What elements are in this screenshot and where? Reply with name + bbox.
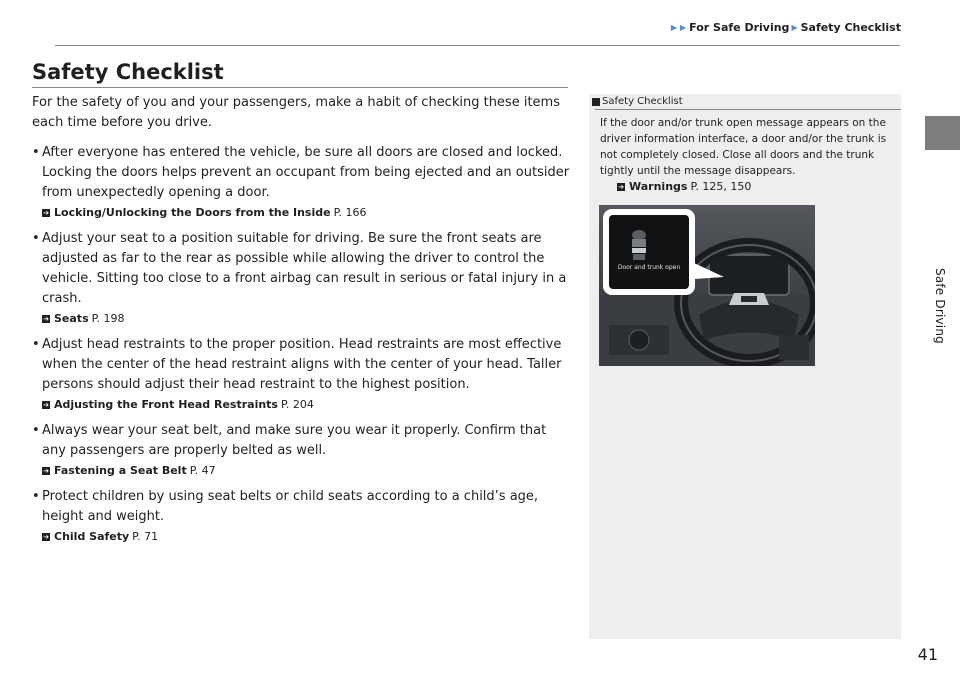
reference-page: P. 47 — [189, 464, 216, 477]
triangle-right-icon: ▶ — [680, 23, 687, 32]
reference-arrow-icon: ➔ — [43, 532, 49, 541]
reference-page: P. 166 — [333, 206, 367, 219]
bullet-dot-icon: • — [32, 489, 40, 504]
checklist-item — [32, 335, 570, 413]
dashboard-photo — [599, 205, 815, 366]
reference-arrow-icon: ➔ — [43, 400, 49, 409]
sidebar-cross-reference-link[interactable] — [589, 179, 901, 195]
cross-reference-link[interactable] — [42, 204, 570, 221]
breadcrumb-item-1[interactable]: For Safe Driving — [689, 21, 790, 34]
page-number: 41 — [917, 645, 938, 664]
reference-page: P. 204 — [280, 398, 314, 411]
cross-reference-link[interactable] — [42, 462, 570, 479]
breadcrumb — [669, 21, 901, 34]
cross-reference-link[interactable] — [42, 396, 570, 413]
reference-arrow-icon: ➔ — [43, 466, 49, 475]
intro-paragraph: For the safety of you and your passengers, make a habit of checking these items each time before you drive. — [32, 95, 560, 130]
main-content — [32, 93, 570, 553]
checklist-item — [32, 143, 570, 221]
title-divider — [32, 87, 568, 88]
reference-title: Locking/Unlocking the Doors from the Inside — [54, 206, 331, 219]
reference-arrow-icon: ➔ — [43, 314, 49, 323]
reference-title: Child Safety — [54, 530, 130, 543]
triangle-right-icon: ▶ — [791, 23, 798, 32]
section-tab-marker — [925, 116, 960, 150]
cross-reference-link[interactable] — [42, 310, 570, 327]
sidebar-text: If the door and/or trunk open message appears on the driver information interface, a door and/or the trunk is not completely closed. Close all doors and the trunk tightly until the message disappears. — [600, 117, 887, 177]
sidebar-heading: Safety Checklist — [602, 96, 683, 107]
reference-page: P. 125, 150 — [690, 180, 752, 193]
cross-reference-link[interactable] — [42, 528, 570, 545]
page-title: Safety Checklist — [32, 60, 224, 84]
reference-title: Fastening a Seat Belt — [54, 464, 187, 477]
checklist-item-text: Adjust your seat to a position suitable for driving. Be sure the front seats are adjusted as far to the rear as possible while allowing the driver to control the vehicle. Sitting too close to a front airbag can result in serious or fatal injury in a crash. — [42, 231, 567, 306]
reference-title: Seats — [54, 312, 89, 325]
reference-title: Adjusting the Front Head Restraints — [54, 398, 278, 411]
sidebar-heading-row — [589, 94, 901, 107]
bullet-dot-icon: • — [32, 231, 40, 246]
checklist-item — [32, 487, 570, 545]
reference-title: Warnings — [629, 180, 688, 193]
reference-page: P. 198 — [91, 312, 125, 325]
sidebar-note — [589, 94, 901, 639]
bullet-dot-icon: • — [32, 423, 40, 438]
header-divider — [55, 45, 900, 46]
section-tab-label: Safe Driving — [933, 268, 947, 344]
bullet-dot-icon: • — [32, 337, 40, 352]
checklist-item-text: Adjust head restraints to the proper position. Head restraints are most effective when the center of the head restraint aligns with the center of your head. Taller persons should adjust their head restraint to the highest position. — [42, 337, 562, 392]
reference-page: P. 71 — [132, 530, 159, 543]
note-marker-icon — [592, 98, 600, 106]
bullet-dot-icon: • — [32, 145, 40, 160]
dashboard-illustration — [599, 205, 815, 366]
breadcrumb-item-2[interactable]: Safety Checklist — [800, 21, 901, 34]
checklist-item-text: After everyone has entered the vehicle, be sure all doors are closed and locked. Locking the doors helps prevent an occupant from being ejected and an outsider from unexpectedly opening a door. — [42, 145, 570, 200]
checklist-item-text: Protect children by using seat belts or child seats according to a child’s age, height and weight. — [42, 489, 539, 524]
triangle-right-icon: ▶ — [670, 23, 677, 32]
checklist-item — [32, 421, 570, 479]
reference-arrow-icon: ➔ — [618, 183, 624, 191]
checklist-item-text: Always wear your seat belt, and make sure you wear it properly. Confirm that any passengers are properly belted as well. — [42, 423, 547, 458]
checklist-item — [32, 229, 570, 327]
photo-caption: Door and trunk open — [617, 264, 681, 271]
reference-arrow-icon: ➔ — [43, 208, 49, 217]
